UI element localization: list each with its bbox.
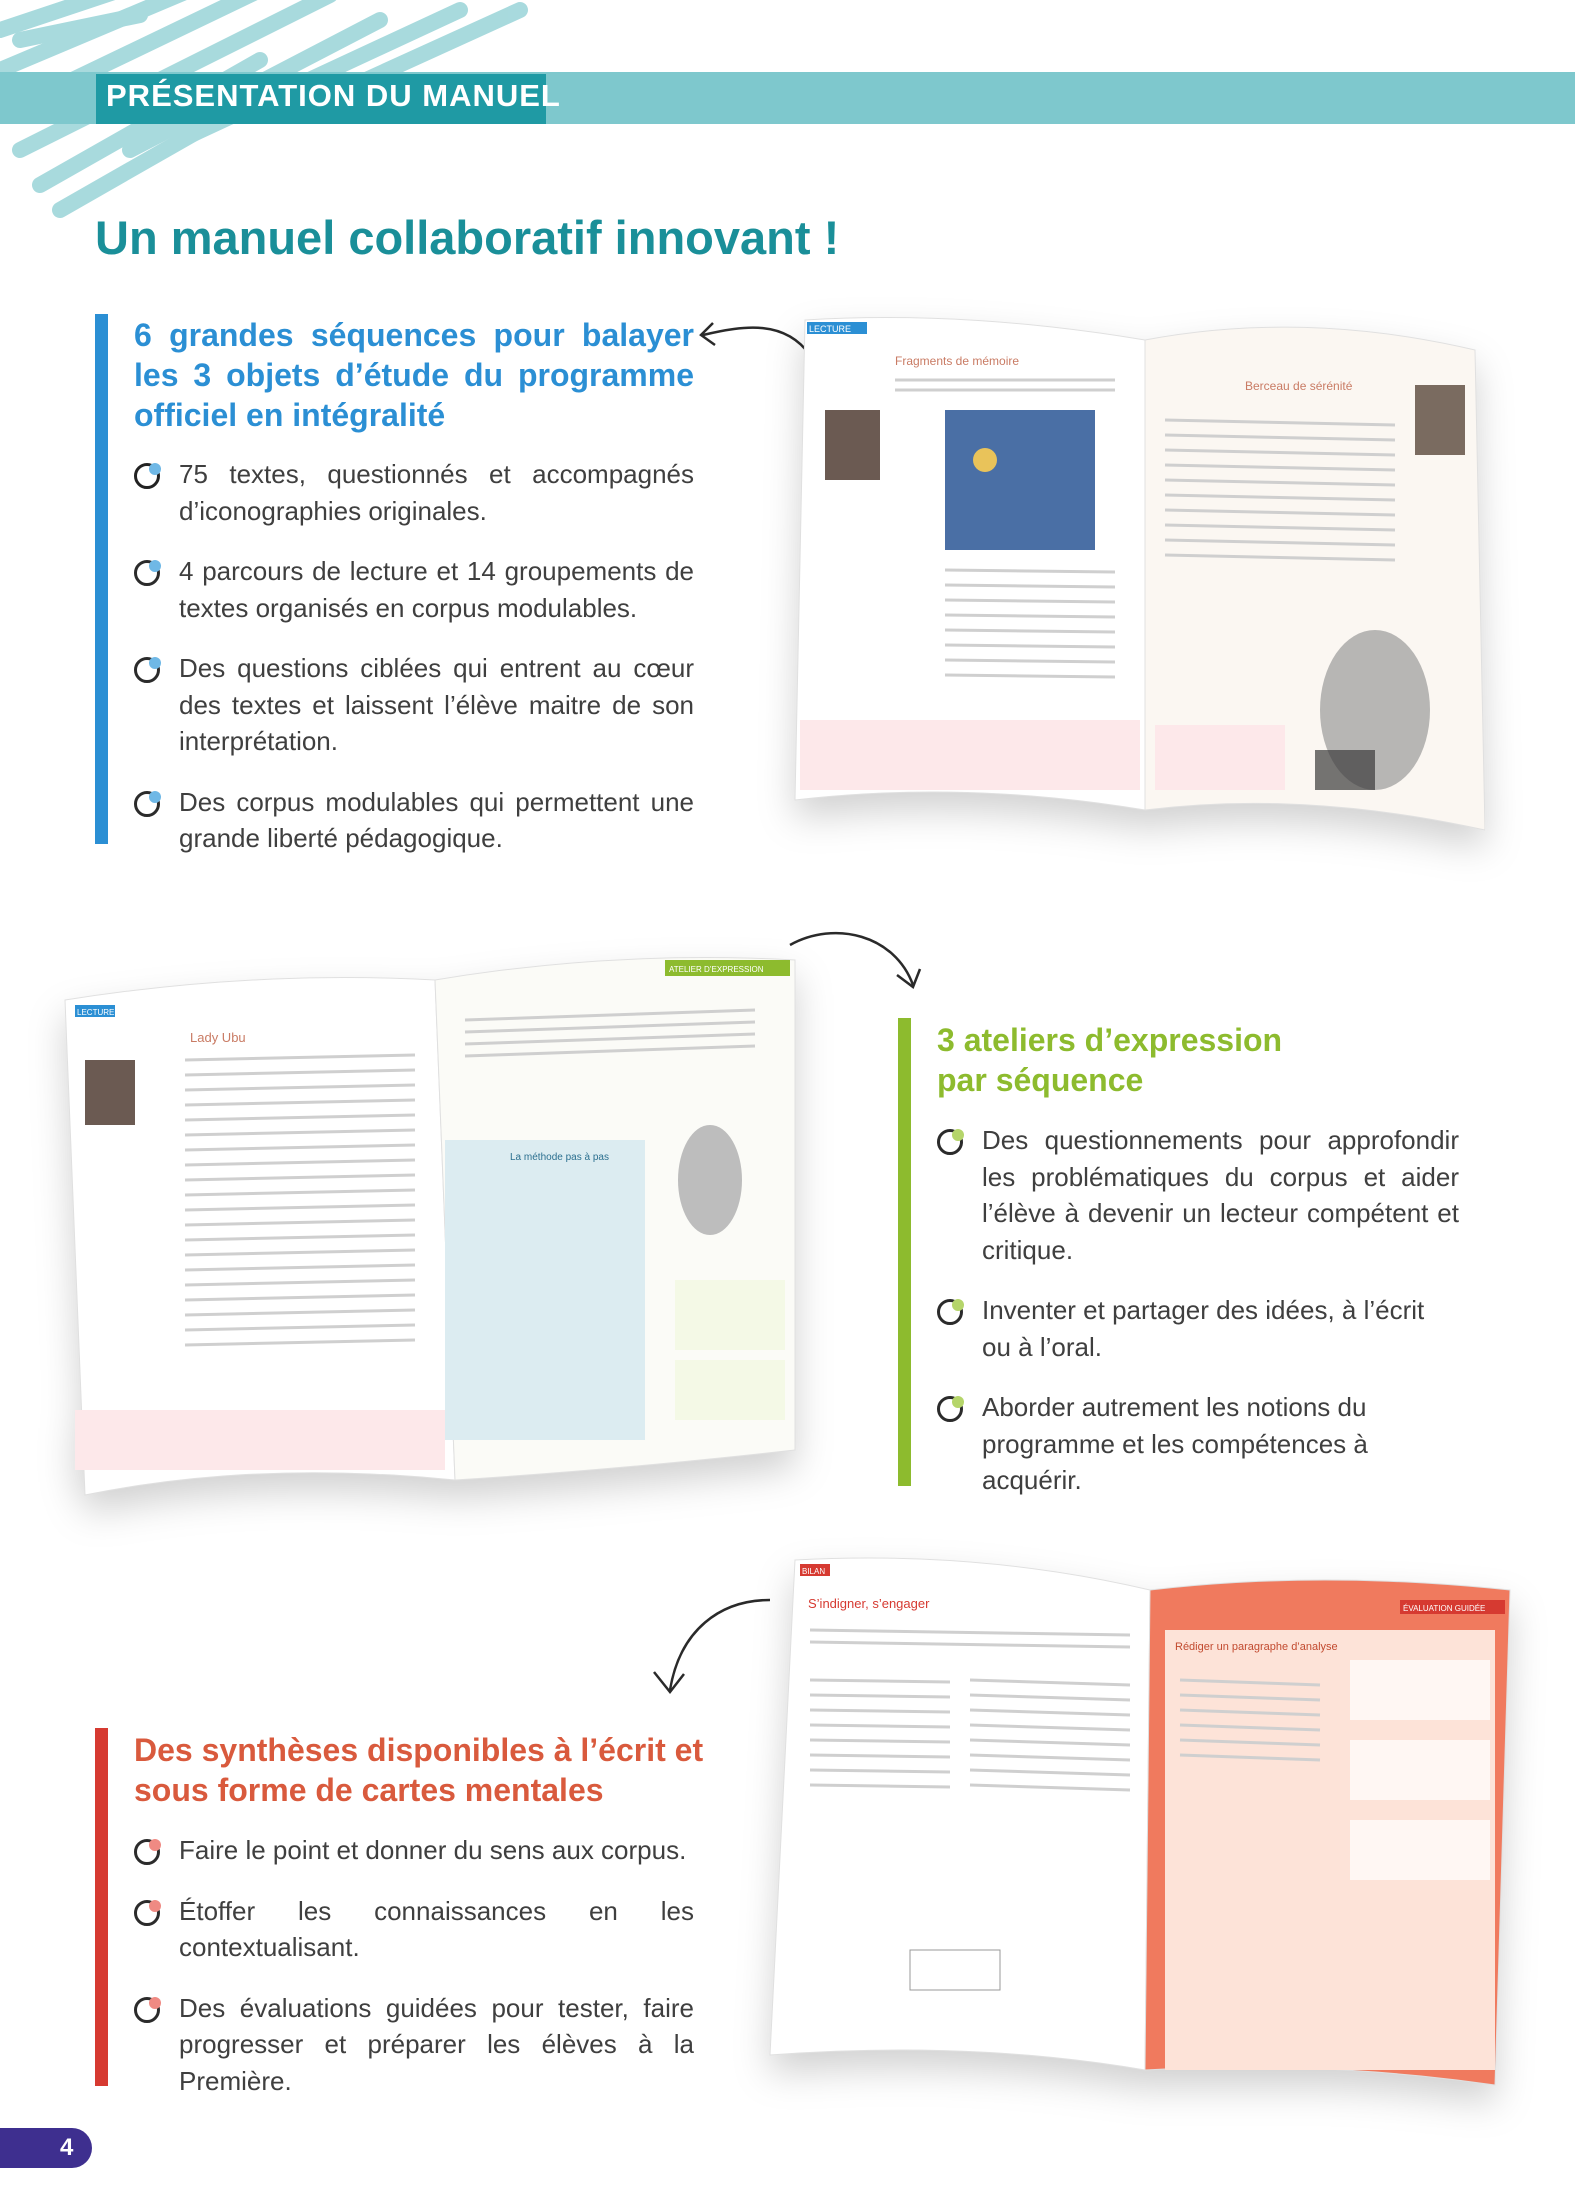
book-spread-3 <box>760 1550 1520 2110</box>
section2-bar <box>898 1018 911 1486</box>
list-item: Aborder autrement les notions du programme et les compétences à acquérir. <box>937 1389 1459 1499</box>
page-title: Un manuel collaboratif innovant ! <box>95 211 840 264</box>
section2-title: 3 ateliers d’expression par séquence <box>937 1022 1283 1098</box>
section3-bar <box>95 1728 108 2086</box>
list-item: Des questionnements pour approfondir les problématiques du corpus et aider l’élève à devenir un lecteur compétent et critique. <box>937 1122 1459 1268</box>
bullet-icon <box>134 1839 160 1865</box>
section1-title: 6 grandes séquences pour balayer les 3 objets d’étude du programme officiel en intégralité <box>134 317 694 433</box>
bullet-icon <box>937 1129 963 1155</box>
book2-left-heading: Lady Ubu <box>190 1030 246 1045</box>
book-spread-1 <box>785 310 1485 850</box>
page-number: 4 <box>60 2134 74 2161</box>
list-item: Faire le point et donner du sens aux corpus. <box>134 1832 694 1869</box>
book2-right-tag: ATELIER D’EXPRESSION <box>669 965 764 974</box>
book1-left-tag: LECTURE <box>809 324 852 334</box>
book3-left-tag: BILAN <box>802 1567 826 1576</box>
bullet-icon <box>134 657 160 683</box>
arrow-icon <box>785 925 925 995</box>
list-item: Étoffer les connaissances en les contextualisant. <box>134 1893 694 1966</box>
section3-title: Des synthèses disponibles à l’écrit et sous forme de cartes mentales <box>134 1732 704 1808</box>
book1-left-heading: Fragments de mémoire <box>895 354 1020 368</box>
bullet-icon <box>134 1997 160 2023</box>
bullet-icon <box>134 791 160 817</box>
book3-left-heading: S’indigner, s’engager <box>808 1596 930 1611</box>
section3-list <box>134 1832 694 2099</box>
bullet-icon <box>134 463 160 489</box>
list-item: 4 parcours de lecture et 14 groupements de textes organisés en corpus modulables. <box>134 553 694 626</box>
list-item: Des corpus modulables qui permettent une grande liberté pédagogique. <box>134 784 694 857</box>
section1-list <box>134 456 694 857</box>
arrow-icon <box>640 1590 780 1700</box>
bullet-icon <box>937 1299 963 1325</box>
bullet-icon <box>937 1396 963 1422</box>
list-item: Inventer et partager des idées, à l’écrit ou à l’oral. <box>937 1292 1459 1365</box>
book2-left-tag: LECTURE <box>77 1008 115 1017</box>
page-number-tab <box>0 2128 92 2168</box>
list-item: Des questions ciblées qui entrent au cœur des textes et laissent l’élève maitre de son interprétation. <box>134 650 694 760</box>
list-item: Des évaluations guidées pour tester, faire progresser et préparer les élèves à la Première. <box>134 1990 694 2100</box>
list-item: 75 textes, questionnés et accompagnés d’iconographies originales. <box>134 456 694 529</box>
book-spread-2 <box>55 950 805 1510</box>
book1-right-heading: Berceau de sérénité <box>1245 379 1353 393</box>
header-label: PRÉSENTATION DU MANUEL <box>106 78 561 113</box>
bullet-icon <box>134 1900 160 1926</box>
book3-right-heading: Rédiger un paragraphe d’analyse <box>1175 1641 1338 1653</box>
bullet-icon <box>134 560 160 586</box>
section1-bar <box>95 314 108 844</box>
section2-list <box>937 1122 1459 1499</box>
book2-right-heading: La méthode pas à pas <box>510 1152 609 1163</box>
book3-right-tag: ÉVALUATION GUIDÉE <box>1403 1604 1486 1613</box>
